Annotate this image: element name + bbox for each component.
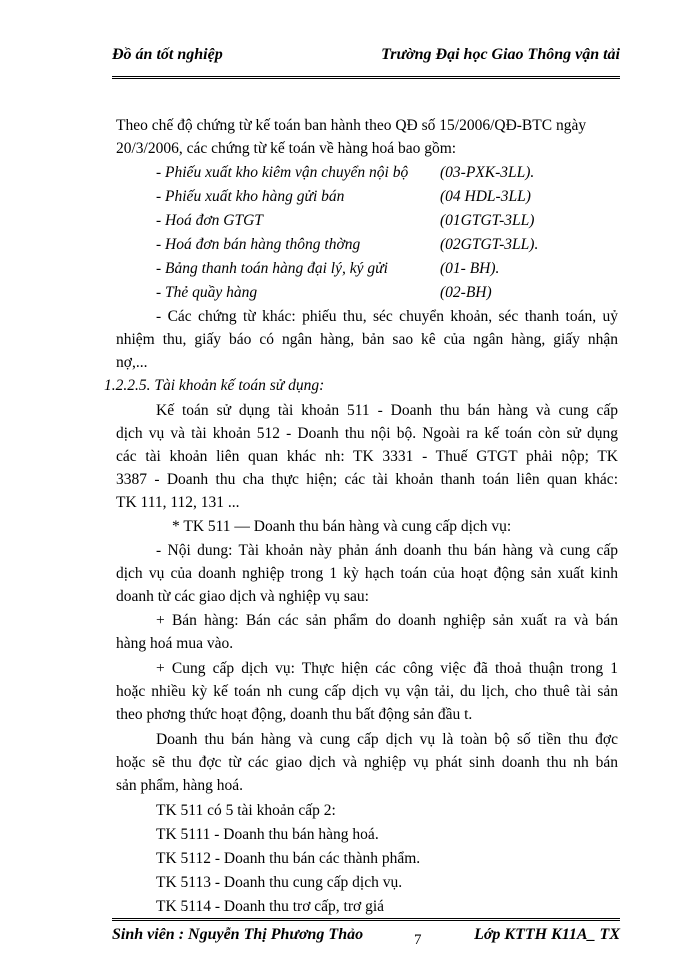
other-docs-line: - Các chứng từ khác: phiếu thu, séc chuyển khoản, séc thanh toán, uỷ <box>156 308 618 325</box>
page-header <box>112 46 620 72</box>
footer-rule <box>112 918 620 921</box>
para-line: dịch vụ và tài khoản 512 - Doanh thu nội bộ. Ngoài ra kế toán còn sử dụng <box>116 425 618 442</box>
content-line: doanh từ các giao dịch và nghiệp vụ sau: <box>116 588 369 605</box>
para-line: TK 111, 112, 131 ... <box>116 494 240 511</box>
doc-name: - Hoá đơn bán hàng thông thờng <box>156 236 361 253</box>
other-docs-line: nhiệm thu, giấy báo có ngân hàng, bản sao kê của ngân hàng, giấy nhận <box>116 331 618 348</box>
doc-name: - Bảng thanh toán hàng đại lý, ký gửi <box>156 260 388 277</box>
content-line: - Nội dung: Tài khoản này phản ánh doanh thu bán hàng và cung cấp <box>156 542 618 559</box>
sub-account-item: TK 5114 - Doanh thu trơ cấp, trơ giá <box>156 898 385 915</box>
doc-name: - Phiếu xuất kho kiêm vận chuyển nội bộ <box>156 164 409 181</box>
other-docs-line: nợ,... <box>116 354 148 371</box>
doc-code: (01- BH). <box>440 260 500 277</box>
sales-line: + Bán hàng: Bán các sản phẩm do doanh nghiệp sản xuất ra và bán <box>156 612 618 629</box>
doc-name: - Hoá đơn GTGT <box>156 212 263 229</box>
intro-line: Theo chế độ chứng từ kế toán ban hành theo QĐ số 15/2006/QĐ-BTC ngày <box>116 117 587 134</box>
para-line: Kế toán sử dụng tài khoản 511 - Doanh thu bán hàng và cung cấp <box>156 402 618 419</box>
doc-code: (03-PXK-3LL). <box>440 164 535 181</box>
page-number: 7 <box>414 932 422 948</box>
doc-name: - Phiếu xuất kho hàng gửi bán <box>156 188 345 205</box>
para-line: 3387 - Doanh thu cha thực hiện; các tài khoản thanh toán liên quan khác: <box>116 471 618 488</box>
services-line: theo phơng thức hoạt động, doanh thu bất động sản đầu t. <box>116 706 473 723</box>
revenue-line: sản phẩm, hàng hoá. <box>116 777 243 794</box>
sub-account-item: TK 5111 - Doanh thu bán hàng hoá. <box>156 826 379 843</box>
para-line: các tài khoản liên quan khác nh: TK 3331 - Thuế GTGT phải nộp; TK <box>116 448 618 465</box>
sales-line: hàng hoá mua vào. <box>116 635 234 652</box>
doc-code: (04 HDL-3LL) <box>440 188 531 205</box>
doc-name: - Thẻ quầy hàng <box>156 284 258 301</box>
footer-student: Sinh viên : Nguyễn Thị Phương Thảo <box>112 926 364 943</box>
services-line: hoặc nhiều kỳ kế toán nh cung cấp dịch vụ vận tải, du lịch, cho thuê tài sản <box>116 683 618 700</box>
intro-line: 20/3/2006, các chứng từ kế toán về hàng hoá bao gồm: <box>116 140 457 157</box>
header-thesis-title: Đồ án tốt nghiệp <box>112 46 223 63</box>
doc-code: (02GTGT-3LL). <box>440 236 539 253</box>
content-line: dịch vụ của doanh nghiệp trong 1 kỳ hạch toán của hoạt động sản xuất kinh <box>116 565 618 582</box>
revenue-line: Doanh thu bán hàng và cung cấp dịch vụ là toàn bộ số tiền thu đợc <box>156 731 618 748</box>
sub-account-item: TK 5112 - Doanh thu bán các thành phẩm. <box>156 850 421 867</box>
revenue-line: hoặc sẽ thu đợc từ các giao dịch và nghiệp vụ phát sinh doanh thu nh bán <box>116 754 618 771</box>
section-title: 1.2.2.5. Tài khoản kế toán sử dụng: <box>104 377 325 394</box>
services-line: + Cung cấp dịch vụ: Thực hiện các công việc đã thoả thuận trong 1 <box>156 660 618 677</box>
doc-code: (01GTGT-3LL) <box>440 212 535 229</box>
sub-account-item: TK 5113 - Doanh thu cung cấp dịch vụ. <box>156 874 403 891</box>
page-footer <box>112 926 620 952</box>
doc-code: (02-BH) <box>440 284 492 301</box>
header-university: Trường Đại học Giao Thông vận tải <box>381 46 620 63</box>
tk511-title: * TK 511 — Doanh thu bán hàng và cung cấp dịch vụ: <box>172 518 512 535</box>
sub-accounts-title: TK 511 có 5 tài khoản cấp 2: <box>156 802 336 819</box>
footer-class: Lớp KTTH K11A_ TX <box>474 926 620 943</box>
header-rule <box>112 76 620 79</box>
